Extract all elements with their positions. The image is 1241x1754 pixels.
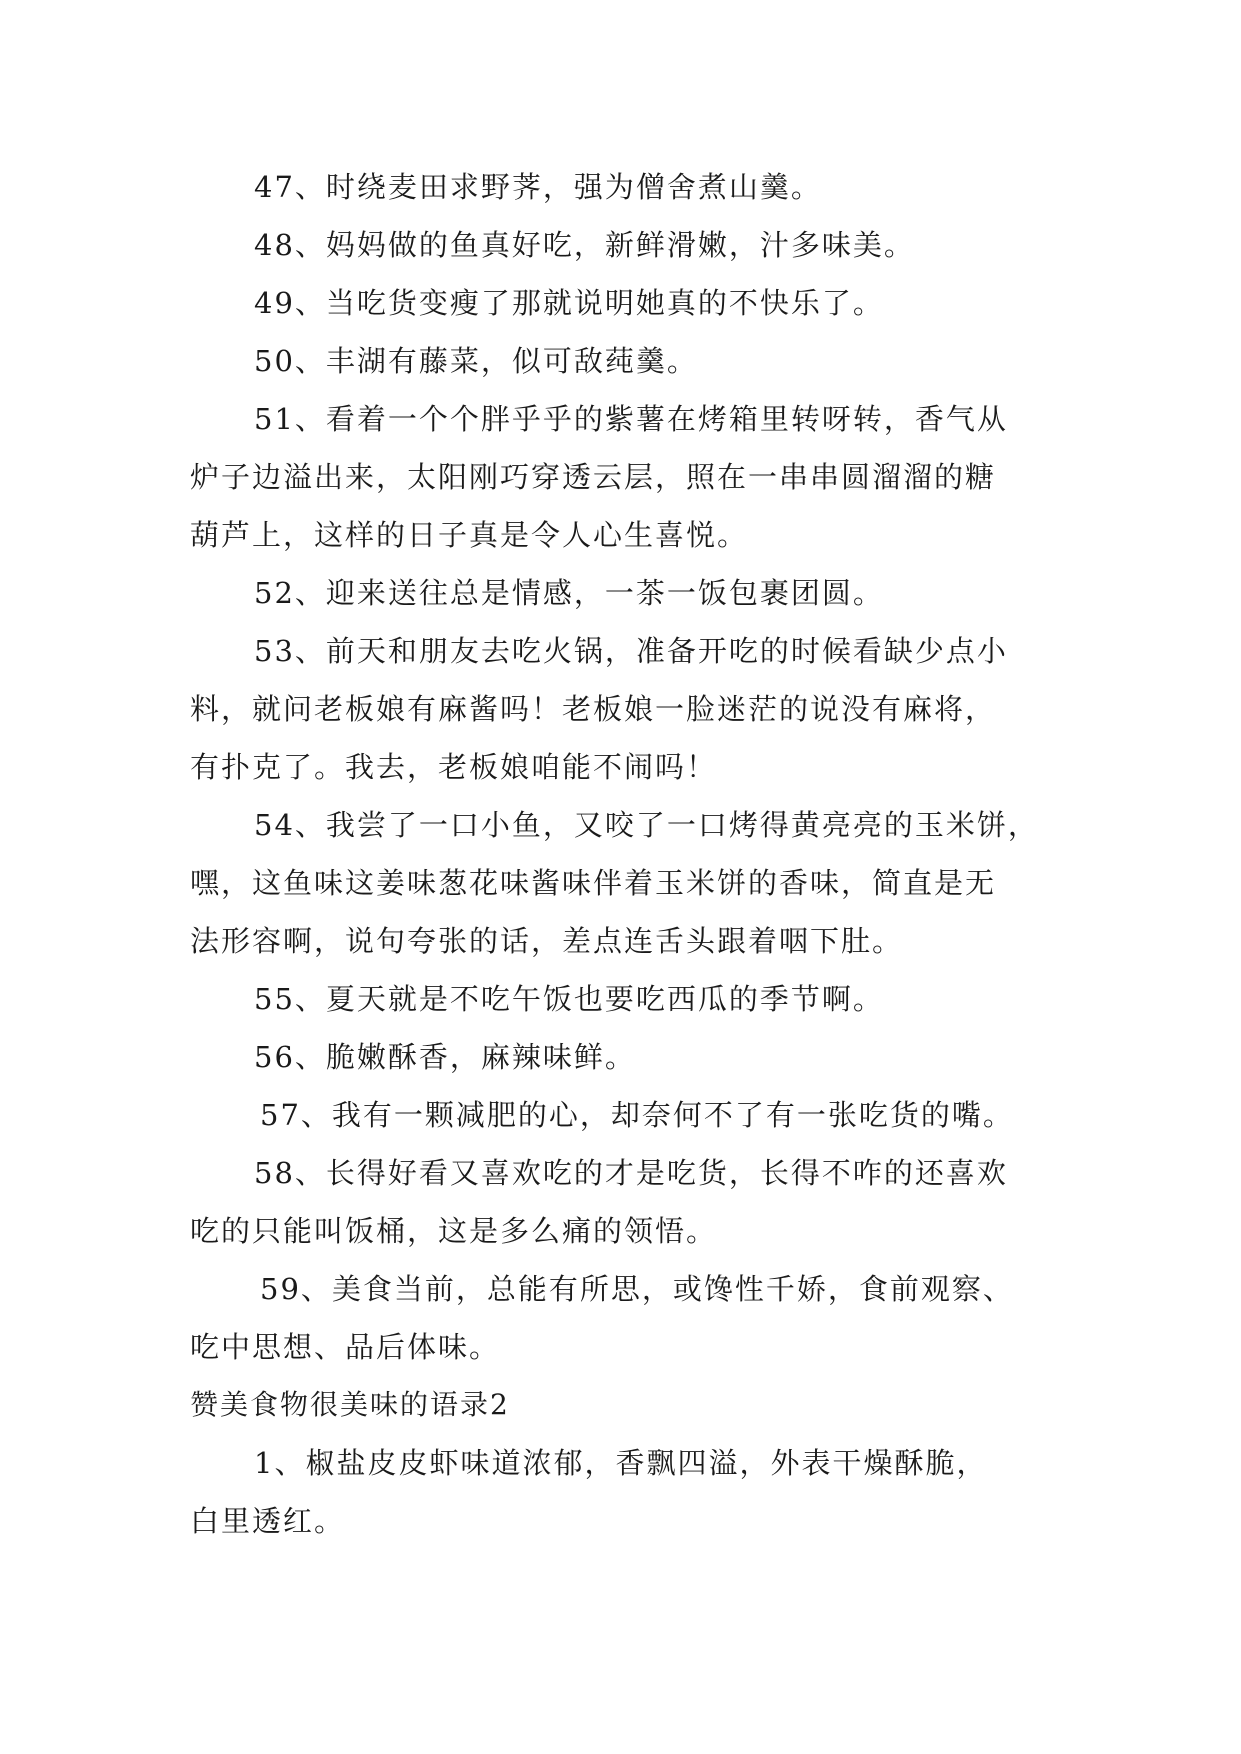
paragraph-54-line-2: 嘿，这鱼味这姜味葱花味酱味伴着玉米饼的香味，简直是无	[190, 866, 997, 900]
document-body	[190, 158, 1070, 1550]
paragraph-48: 48、妈妈做的鱼真好吃，新鲜滑嫩，汁多味美。	[254, 228, 915, 262]
section-heading: 赞美食物很美味的语录2	[190, 1388, 510, 1421]
paragraph-50: 50、丰湖有藤菜，似可敌莼羹。	[254, 344, 698, 378]
paragraph-56: 56、脆嫩酥香，麻辣味鲜。	[254, 1040, 636, 1074]
paragraph-55: 55、夏天就是不吃午饭也要吃西瓜的季节啊。	[254, 982, 884, 1016]
paragraph-52: 52、迎来送往总是情感，一茶一饭包裹团圆。	[254, 576, 884, 610]
paragraph-59-line-1: 59、美食当前，总能有所思，或馋性千娇，食前观察、	[260, 1272, 1014, 1306]
paragraph-47: 47、时绕麦田求野荠，强为僧舍煮山羹。	[254, 170, 822, 204]
paragraph-49: 49、当吃货变瘦了那就说明她真的不快乐了。	[254, 286, 884, 320]
paragraph-58-line-2: 吃的只能叫饭桶，这是多么痛的领悟。	[190, 1214, 718, 1248]
paragraph-54-line-3: 法形容啊，说句夸张的话，差点连舌头跟着咽下肚。	[190, 924, 904, 958]
paragraph-57: 57、我有一颗减肥的心，却奈何不了有一张吃货的嘴。	[260, 1098, 1014, 1132]
paragraph-53-line-2: 料，就问老板娘有麻酱吗！老板娘一脸迷茫的说没有麻将，	[190, 692, 997, 726]
paragraph-54-line-1: 54、我尝了一口小鱼，又咬了一口烤得黄亮亮的玉米饼，	[254, 808, 1039, 842]
paragraph-53-line-1: 53、前天和朋友去吃火锅，准备开吃的时候看缺少点小	[254, 634, 1008, 668]
paragraph-51-line-1: 51、看着一个个胖乎乎的紫薯在烤箱里转呀转，香气从	[254, 402, 1008, 436]
paragraph-53-line-3: 有扑克了。我去，老板娘咱能不闹吗！	[190, 750, 718, 784]
paragraph-51-line-2: 炉子边溢出来，太阳刚巧穿透云层，照在一串串圆溜溜的糖	[190, 460, 997, 494]
paragraph-58-line-1: 58、长得好看又喜欢吃的才是吃货，长得不咋的还喜欢	[254, 1156, 1008, 1190]
paragraph-51-line-3: 葫芦上，这样的日子真是令人心生喜悦。	[190, 518, 749, 552]
paragraph-1-line-1: 1、椒盐皮皮虾味道浓郁，香飘四溢，外表干燥酥脆，	[254, 1446, 988, 1480]
paragraph-59-line-2: 吃中思想、品后体味。	[190, 1330, 501, 1364]
paragraph-1-line-2: 白里透红。	[190, 1504, 346, 1538]
